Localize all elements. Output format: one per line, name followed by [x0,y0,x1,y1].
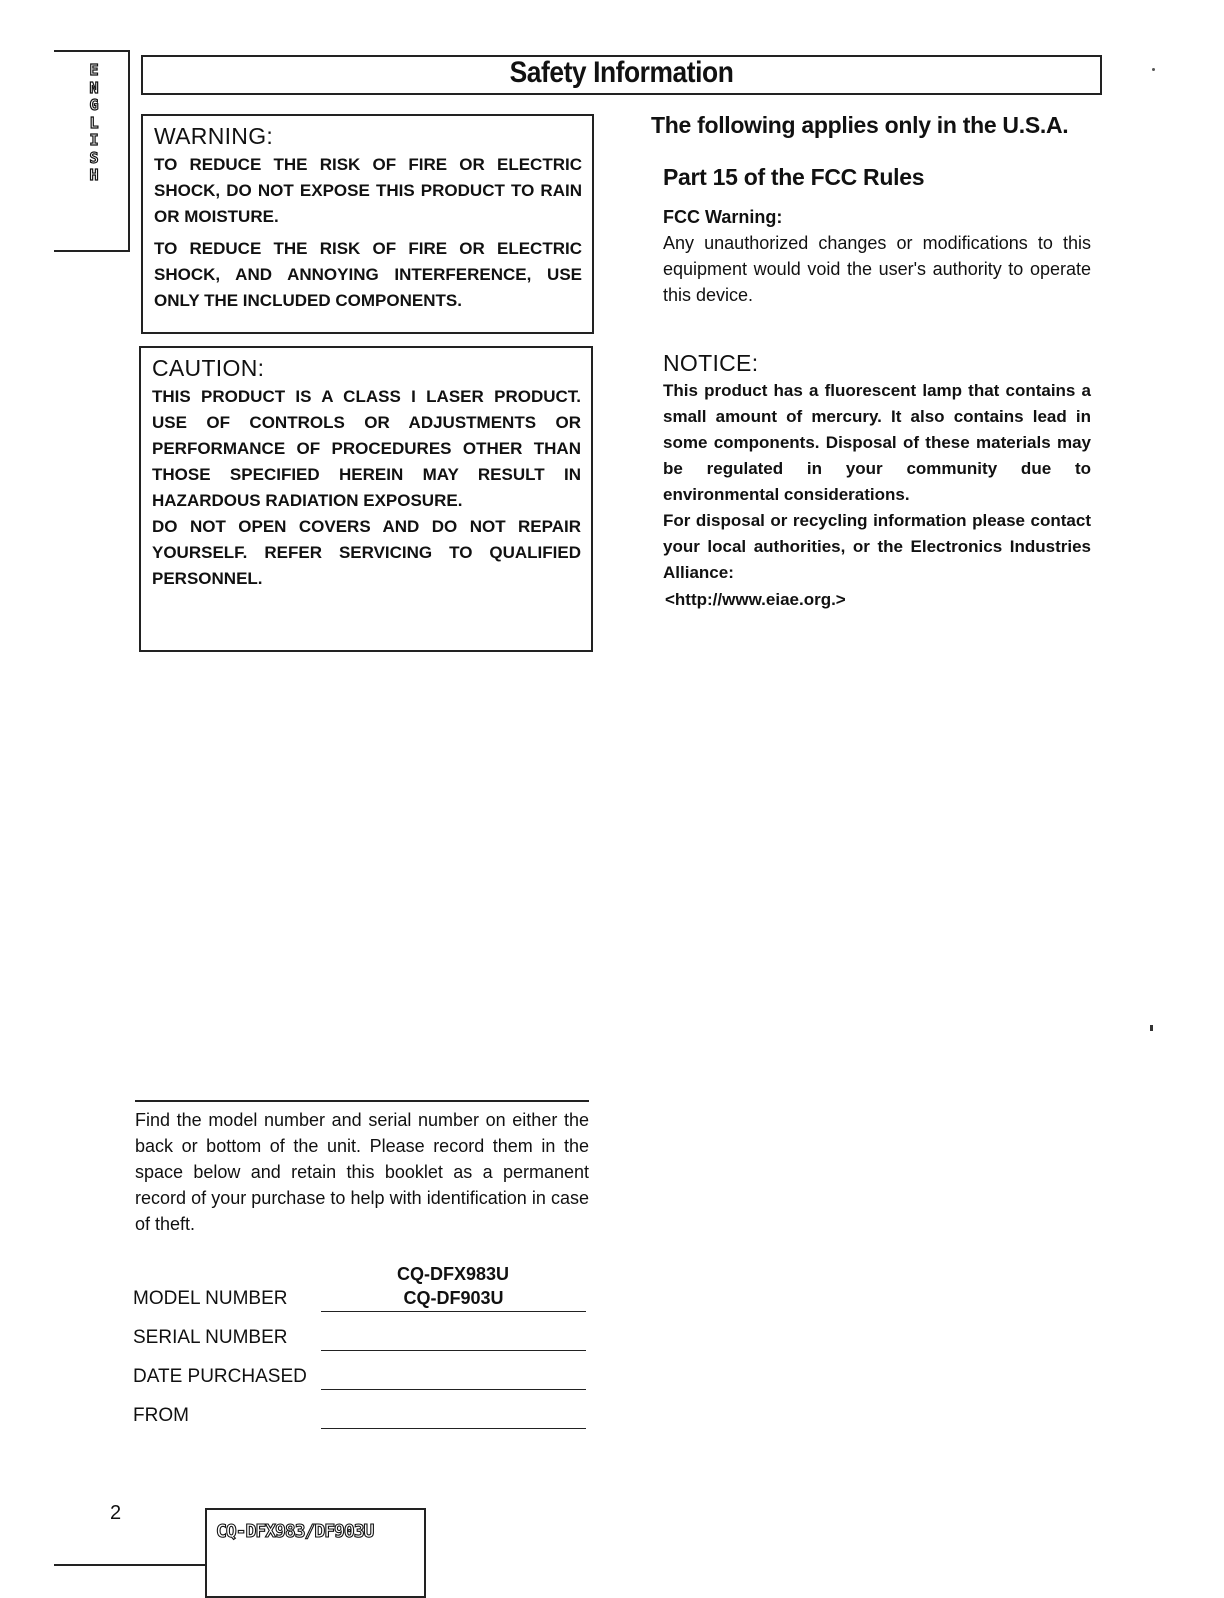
date-purchased-label: DATE PURCHASED [133,1366,307,1387]
from-label: FROM [133,1405,189,1426]
notice-text: This product has a fluorescent lamp that contains a small amount of mercury. It also contains lead in some components. Disposal of these materials may be regulated in your community due to environmental considerations. [663,381,1091,504]
warning-heading: WARNING: [154,123,274,149]
language-letter: N [89,78,99,97]
language-letter: H [89,166,99,184]
record-instructions: Find the model number and serial number on either the back or bottom of the unit. Please record them in the space below and retain this booklet as a permanent record of your purchase to help with identification in case of theft. [135,1110,589,1234]
from-row [133,1401,588,1431]
notice-heading: NOTICE: [663,350,759,376]
scan-speck [1152,68,1155,71]
footer-rule [54,1564,206,1566]
language-tab-label [84,62,104,185]
model-number-label: MODEL NUMBER [133,1288,288,1309]
serial-number-row [133,1323,588,1353]
fcc-rules-heading: Part 15 of the FCC Rules [663,164,925,190]
date-purchased-row [133,1362,588,1392]
scan-speck [1150,1025,1153,1031]
language-letter: G [89,96,99,114]
usa-section [651,108,1091,614]
record-divider [135,1100,589,1102]
model-number-field[interactable]: CQ-DF903U [321,1285,586,1312]
warning-box [141,114,594,334]
model-value-primary: CQ-DFX983U [396,1264,510,1284]
usa-heading: The following applies only in the U.S.A. [651,112,1069,138]
language-tab-rule [54,250,130,252]
footer-model-label: CQ-DFX983/DF903U [216,1521,374,1542]
page-title: Safety Information [509,56,734,89]
from-field[interactable] [321,1402,586,1429]
model-number-row [133,1284,588,1314]
language-letter: I [89,131,99,149]
date-purchased-field[interactable] [321,1363,586,1390]
caution-paragraph: THIS PRODUCT IS A CLASS I LASER PRODUCT. USE OF CONTROLS OR ADJUSTMENTS OR PERFORMANCE OF PROCEDURES OTHER THAN THOSE SPECIFIED HEREIN MAY RESULT IN HAZARDOUS RADIATION EXPOSURE. [152,387,581,510]
caution-box [139,346,593,652]
language-letter: S [89,148,99,167]
warning-paragraph: TO REDUCE THE RISK OF FIRE OR ELECTRIC SHOCK, AND ANNOYING INTERFERENCE, USE ONLY THE INCLUDED COMPONENTS. [154,239,582,310]
caution-paragraph: DO NOT OPEN COVERS AND DO NOT REPAIR YOURSELF. REFER SERVICING TO QUALIFIED PERSONNEL. [152,517,581,588]
serial-number-label: SERIAL NUMBER [133,1327,288,1348]
serial-number-field[interactable] [321,1324,586,1351]
language-letter: E [89,61,99,79]
notice-disposal-text: For disposal or recycling information please contact your local authorities, or the Electronics Industries Alliance: [663,511,1091,582]
warning-paragraph: TO REDUCE THE RISK OF FIRE OR ELECTRIC SHOCK, DO NOT EXPOSE THIS PRODUCT TO RAIN OR MOISTURE. [154,155,582,226]
language-letter: L [89,113,99,132]
fcc-warning-text: Any unauthorized changes or modifications to this equipment would void the user's authority to operate this device. [663,233,1091,305]
fcc-warning-label: FCC Warning: [663,207,783,227]
eia-url: <http://www.eiae.org.> [665,590,846,609]
caution-heading: CAUTION: [152,355,265,381]
page-number: 2 [110,1502,122,1524]
